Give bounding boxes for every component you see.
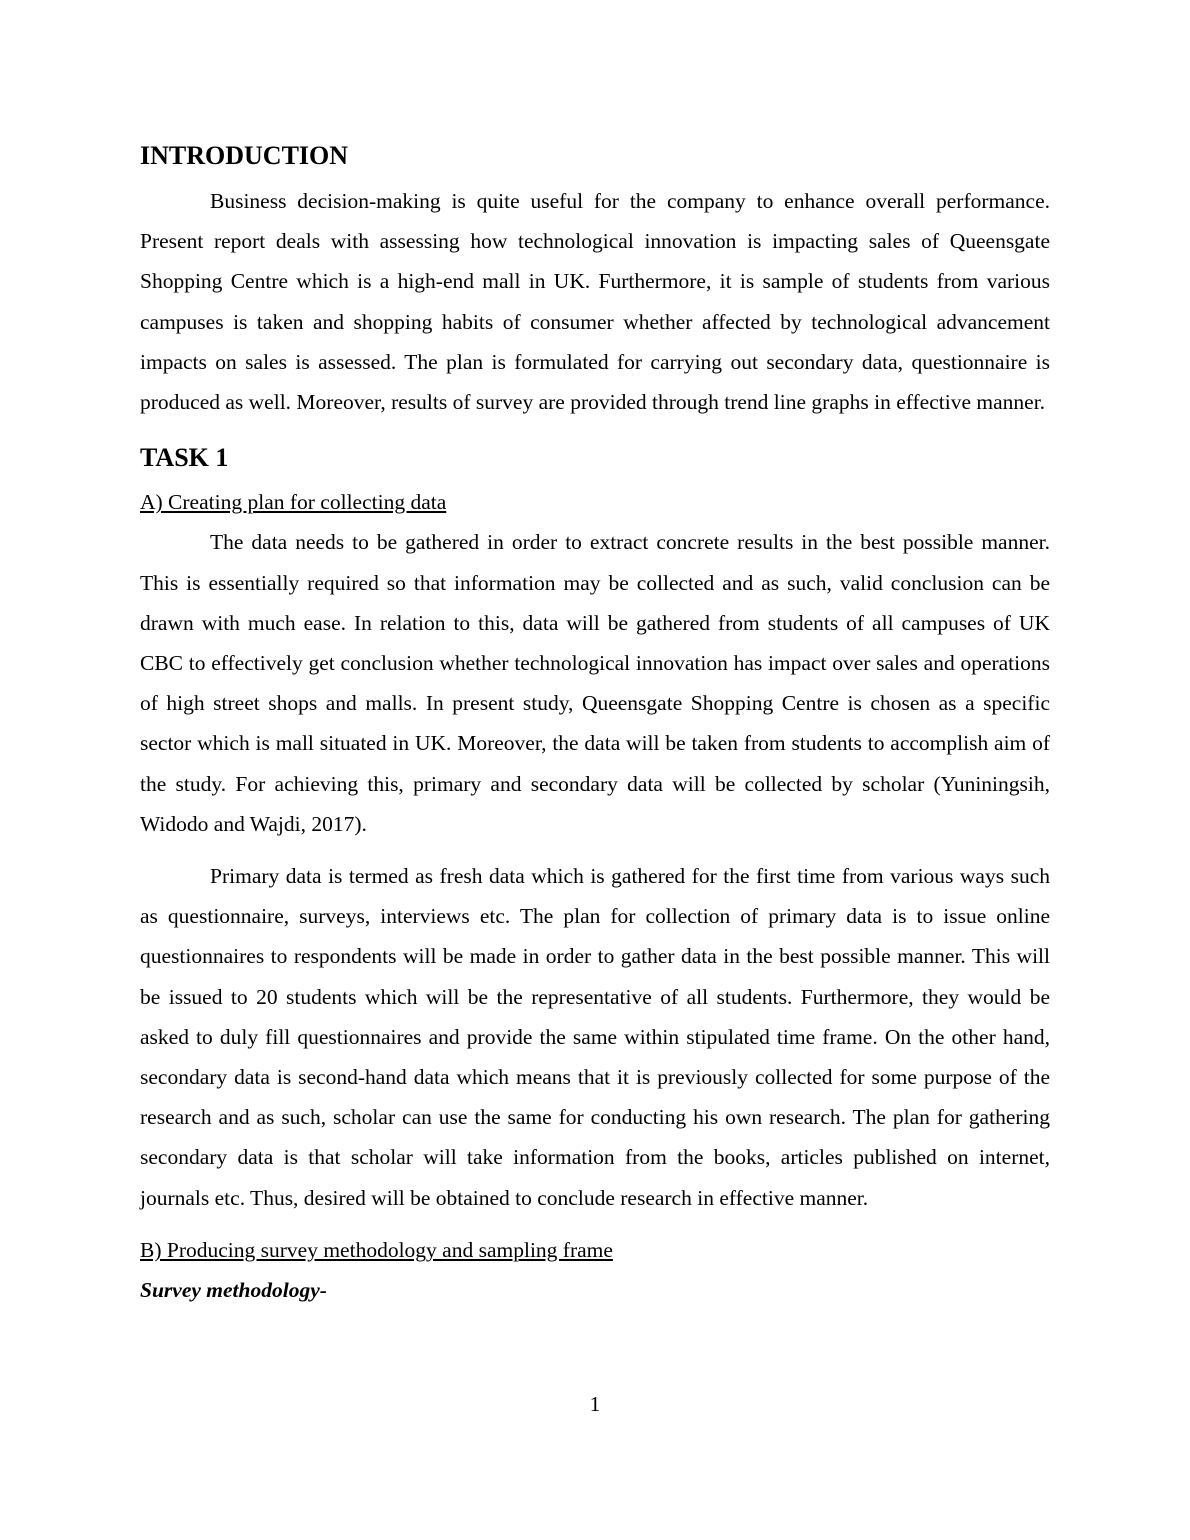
section-a-title: A) Creating plan for collecting data [140,490,447,515]
task-1-heading: TASK 1 [140,443,229,473]
section-a-paragraph-1: The data needs to be gathered in order to extract concrete results in the best possible manner. This is essentially required so that information may be collected and as such, valid conclusion can be drawn with much ease. In relation to this, data will be gathered from students of all campuses of UK CBC to effectively get conclusion whether technological innovation has impact over sales and operations of high street shops and malls. In present study, Queensgate Shopping Centre is chosen as a specific sector which is mall situated in UK. Moreover, the data will be taken from students to accomplish aim of the study. For achieving this, primary and secondary data will be collected by scholar (Yuniningsih, Widodo and Wajdi, 2017). [140,530,1050,836]
introduction-paragraph: Business decision-making is quite useful for the company to enhance overall performance. Present report deals with assessing how technological innovation is impacting sales of Queensgate Shopping Centre which is a high-end mall in UK. Furthermore, it is sample of students from various campuses is taken and shopping habits of consumer whether affected by technological advancement impacts on sales is assessed. The plan is formulated for carrying out secondary data, questionnaire is produced as well. Moreover, results of survey are provided through trend line graphs in effective manner. [140,189,1050,415]
section-a-paragraph-2: Primary data is termed as fresh data which is gathered for the first time from various ways such as questionnaire, surveys, interviews etc. The plan for collection of primary data is to issue online questionnaires to respondents will be made in order to gather data in the best possible manner. This will be issued to 20 students which will be the representative of all students. Furthermore, they would be asked to duly fill questionnaires and provide the same within stipulated time frame. On the other hand, secondary data is second-hand data which means that it is previously collected for some purpose of the research and as such, scholar can use the same for conducting his own research. The plan for gathering secondary data is that scholar will take information from the books, articles published on internet, journals etc. Thus, desired will be obtained to conclude research in effective manner. [140,864,1050,1210]
introduction-heading: INTRODUCTION [140,141,349,170]
document-body [140,138,1050,1310]
survey-methodology-label: Survey methodology- [140,1278,327,1303]
section-b-title: B) Producing survey methodology and sampling frame [140,1237,613,1262]
page-number: 1 [589,1392,601,1416]
